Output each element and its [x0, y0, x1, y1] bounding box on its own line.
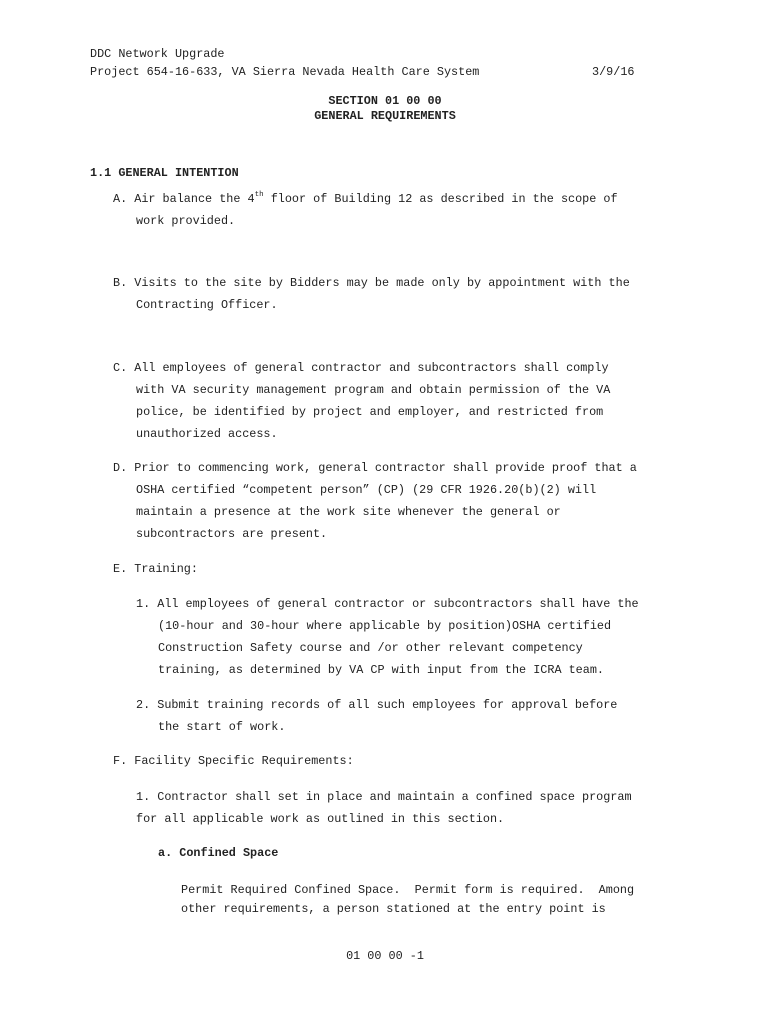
- para-d-line-1: D. Prior to commencing work, general contractor shall provide proof that a: [113, 461, 637, 475]
- para-a-line-2: work provided.: [136, 214, 236, 228]
- para-d-line-3: maintain a presence at the work site whenever the general or: [136, 505, 561, 519]
- header-project-name: DDC Network Upgrade: [90, 47, 225, 61]
- superscript-th: th: [254, 191, 264, 200]
- heading-general-intention: 1.1 GENERAL INTENTION: [90, 166, 239, 180]
- header-date: 3/9/16: [592, 65, 635, 79]
- confined-space-line-1: Permit Required Confined Space. Permit form is required. Among: [181, 883, 635, 897]
- para-c-line-4: unauthorized access.: [136, 427, 278, 441]
- para-c-line-1: C. All employees of general contractor and subcontractors shall comply: [113, 361, 609, 375]
- header-project-number: Project 654-16-633, VA Sierra Nevada Health Care System: [90, 65, 480, 79]
- para-e-heading: E. Training:: [113, 562, 198, 576]
- para-e-item-1-line-4: training, as determined by VA CP with input from the ICRA team.: [158, 663, 604, 677]
- para-e-item-1-line-1: 1. All employees of general contractor or subcontractors shall have the: [136, 597, 639, 611]
- para-f-item-1-line-2: for all applicable work as outlined in this section.: [136, 812, 505, 826]
- para-c-line-2: with VA security management program and obtain permission of the VA: [136, 383, 611, 397]
- para-e-item-2-line-2: the start of work.: [158, 720, 286, 734]
- section-title: GENERAL REQUIREMENTS: [314, 109, 456, 123]
- para-b-line-1: B. Visits to the site by Bidders may be made only by appointment with the: [113, 276, 630, 290]
- para-c-line-3: police, be identified by project and employer, and restricted from: [136, 405, 604, 419]
- confined-space-line-2: other requirements, a person stationed at the entry point is: [181, 902, 606, 916]
- para-e-item-1-line-3: Construction Safety course and /or other relevant competency: [158, 641, 583, 655]
- para-b-line-2: Contracting Officer.: [136, 298, 278, 312]
- sub-heading-confined-space: a. Confined Space: [158, 846, 279, 860]
- para-f-item-1-line-1: 1. Contractor shall set in place and maintain a confined space program: [136, 790, 632, 804]
- para-e-item-2-line-1: 2. Submit training records of all such employees for approval before: [136, 698, 618, 712]
- para-a-line-1: A. Air balance the 4th floor of Building 12 as described in the scope of: [113, 191, 618, 206]
- para-d-line-4: subcontractors are present.: [136, 527, 328, 541]
- para-f-heading: F. Facility Specific Requirements:: [113, 754, 354, 768]
- page-number: 01 00 00 -1: [346, 949, 424, 963]
- para-e-item-1-line-2: (10-hour and 30-hour where applicable by position)OSHA certified: [158, 619, 612, 633]
- section-number: SECTION 01 00 00: [328, 94, 442, 108]
- para-d-line-2: OSHA certified “competent person” (CP) (29 CFR 1926.20(b)(2) will: [136, 483, 597, 497]
